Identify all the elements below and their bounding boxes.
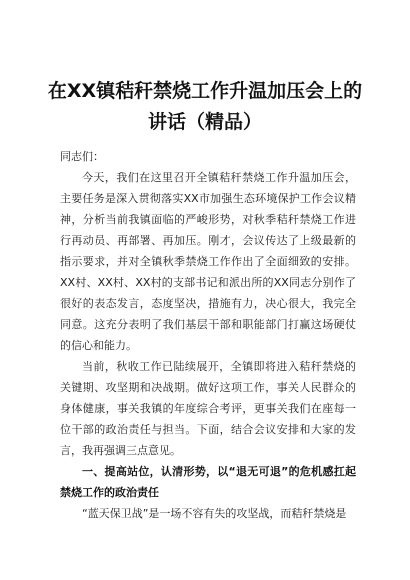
document-title: 在XX镇秸秆禁烧工作升温加压会上的讲话（精品） — [47, 80, 363, 133]
paragraph-current-situation: 当前，秋收工作已陆续展开，全镇即将进入秸秆禁烧的关键期、攻坚期和决战期。做好这项工作，事关人民群众的身体健康，事关我镇的年度综合考评，更事关我们在座每一位干部的政治责任与担当。下面，结合会议安排和大家的发言，我再强调三点意见。 — [60, 360, 356, 457]
salutation: 同志们： — [60, 150, 104, 163]
document-body — [60, 146, 356, 524]
section-heading: 一、提高站位，认清形势，以“退无可退”的危机感扛起禁烧工作的政治责任 — [60, 465, 356, 499]
paragraph-section-start: “蓝天保卫战”是一场不容有失的攻坚战，而秸秆禁烧是 — [82, 507, 347, 520]
paragraph-intro: 今天，我们在这里召开全镇秸秆禁烧工作升温加压会，主要任务是深入贯彻落实XX市加强生态环境保护工作会议精神，分析当前我镇面临的严峻形势，对秋季秸秆禁烧工作进行再动员、再部署、再加压。刚才，会议传达了上级最新的指示要求，并对全镇秋季禁烧工作作出了全面细致的安排。XX村、XX村、XX村的支部书记和派出所的XX同志分别作了很好的表态发言，态度坚决，措施有力，决心很大，我完全同意。这充分表明了我们基层干部和职能部门打赢这场硬仗的信心和能力。 — [60, 171, 356, 352]
